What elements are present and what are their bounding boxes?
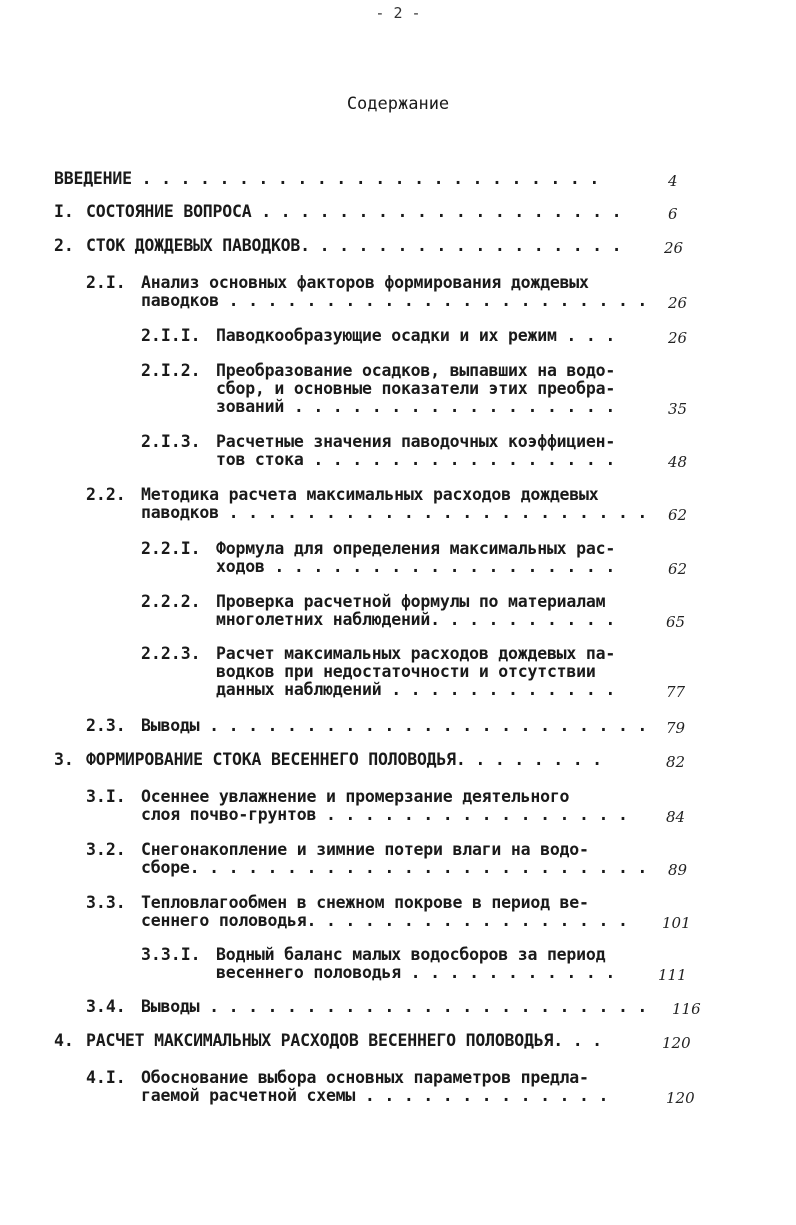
toc-entry-page: 120 (662, 1034, 691, 1052)
toc-entry-number: I. (54, 202, 74, 221)
page-number: - 2 - (375, 4, 421, 22)
toc-entry-text: РАСЧЕТ МАКСИМАЛЬНЫХ РАСХОДОВ ВЕСЕННЕГО ПОЛОВОДЬЯ. . . (86, 1031, 602, 1050)
toc-entry-number: 4. (54, 1031, 74, 1050)
toc-entry-number: 2.2. (86, 485, 126, 504)
toc-entry-text: ходов . . . . . . . . . . . . . . . . . . (216, 557, 616, 576)
toc-entry-text: СТОК ДОЖДЕВЫХ ПАВОДКОВ. . . . . . . . . . . . . . . . . (86, 236, 622, 255)
toc-entry-page: 62 (668, 506, 688, 524)
toc-entry-page: 6 (668, 205, 678, 223)
toc-entry-text: СОСТОЯНИЕ ВОПРОСА . . . . . . . . . . . . . . . . . . . (86, 202, 622, 221)
toc-entry-number: 2.2.3. (141, 644, 201, 663)
toc-entry-text: Паводкообразующие осадки и их режим . . . (216, 326, 616, 345)
toc-entry-text: гаемой расчетной схемы . . . . . . . . . . . . . (141, 1086, 609, 1105)
toc-entry-page: 120 (666, 1089, 695, 1107)
toc-entry-text: Выводы . . . . . . . . . . . . . . . . . . . . . . . (141, 997, 648, 1016)
toc-entry-text: Анализ основных факторов формирования дождевых (141, 273, 589, 292)
toc-entry-text: паводков . . . . . . . . . . . . . . . . . . . . . . (141, 503, 648, 522)
toc-entry-page: 48 (668, 453, 688, 471)
toc-entry-text: зований . . . . . . . . . . . . . . . . . (216, 397, 616, 416)
toc-entry-page: 26 (668, 294, 688, 312)
toc-entry-text: весеннего половодья . . . . . . . . . . . (216, 963, 616, 982)
toc-entry-page: 35 (668, 400, 688, 418)
toc-entry-text: сборе. . . . . . . . . . . . . . . . . . . . . . . . (141, 858, 648, 877)
toc-entry-text: Расчетные значения паводочных коэффициен- (216, 432, 616, 451)
toc-entry-number: 2.I. (86, 273, 126, 292)
toc-entry-text: паводков . . . . . . . . . . . . . . . . . . . . . . (141, 291, 648, 310)
toc-entry-page: 111 (658, 966, 687, 984)
toc-entry-text: сеннего половодья. . . . . . . . . . . . . . . . . (141, 911, 628, 930)
toc-entry-text: Обоснование выбора основных параметров предла- (141, 1068, 589, 1087)
toc-entry-page: 77 (666, 683, 686, 701)
toc-entry-text: Расчет максимальных расходов дождевых па- (216, 644, 616, 663)
toc-entry-text: многолетних наблюдений. . . . . . . . . . (216, 610, 616, 629)
toc-entry-text: Осеннее увлажнение и промерзание деятельного (141, 787, 570, 806)
toc-entry-page: 82 (666, 753, 686, 771)
toc-entry-number: 2.I.2. (141, 361, 201, 380)
toc-entry-text: ФОРМИРОВАНИЕ СТОКА ВЕСЕННЕГО ПОЛОВОДЬЯ. . . . . . . . (86, 750, 602, 769)
toc-entry-text: Методика расчета максимальных расходов дождевых (141, 485, 599, 504)
toc-entry-text: данных наблюдений . . . . . . . . . . . . (216, 680, 616, 699)
toc-entry-number: 3.2. (86, 840, 126, 859)
toc-entry-number: 2.2.2. (141, 592, 201, 611)
toc-entry-number: 2. (54, 236, 74, 255)
toc-entry-page: 116 (672, 1000, 701, 1018)
toc-entry-page: 101 (662, 914, 691, 932)
toc-entry-text: Водный баланс малых водосборов за период (216, 945, 606, 964)
toc-entry-page: 26 (668, 329, 688, 347)
toc-entry-text: Проверка расчетной формулы по материалам (216, 592, 606, 611)
toc-entry-text: Тепловлагообмен в снежном покрове в период ве- (141, 893, 589, 912)
toc-entry-number: 3.4. (86, 997, 126, 1016)
toc-entry-page: 79 (666, 719, 686, 737)
toc-entry-number: 2.I.3. (141, 432, 201, 451)
toc-entry-number: 3.3. (86, 893, 126, 912)
toc-entry-page: 84 (666, 808, 686, 826)
toc-entry-number: 2.2.I. (141, 539, 201, 558)
toc-entry-text: сбор, и основные показатели этих преобра- (216, 379, 616, 398)
page-title: Содержание (346, 94, 450, 114)
toc-entry-page: 89 (668, 861, 688, 879)
toc-entry-text: тов стока . . . . . . . . . . . . . . . . (216, 450, 616, 469)
toc-entry-text: ВВЕДЕНИЕ . . . . . . . . . . . . . . . . . . . . . . . . (54, 169, 600, 188)
toc-entry-text: Снегонакопление и зимние потери влаги на водо- (141, 840, 589, 859)
toc-entry-page: 62 (668, 560, 688, 578)
toc-entry-text: слоя почво-грунтов . . . . . . . . . . . . . . . . (141, 805, 628, 824)
toc-entry-number: 4.I. (86, 1068, 126, 1087)
toc-entry-text: Выводы . . . . . . . . . . . . . . . . . . . . . . . (141, 716, 648, 735)
toc-entry-number: 3.I. (86, 787, 126, 806)
toc-entry-number: 2.3. (86, 716, 126, 735)
toc-entry-number: 3.3.I. (141, 945, 201, 964)
toc-entry-page: 65 (666, 613, 686, 631)
toc-entry-page: 26 (664, 239, 684, 257)
toc-entry-number: 2.I.I. (141, 326, 201, 345)
toc-entry-text: Формула для определения максимальных рас- (216, 539, 616, 558)
toc-entry-text: Преобразование осадков, выпавших на водо- (216, 361, 616, 380)
toc-entry-page: 4 (668, 172, 678, 190)
toc-entry-text: водков при недостаточности и отсутствии (216, 662, 596, 681)
toc-entry-number: 3. (54, 750, 74, 769)
